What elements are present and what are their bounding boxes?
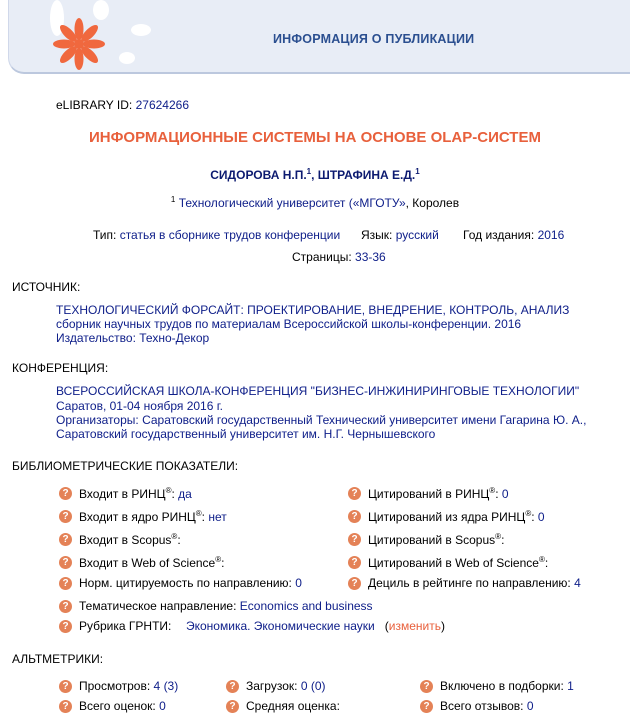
- conference-organizer-link[interactable]: Саратовский государственный Технический университет имени Гагарина Ю. А.,: [142, 413, 587, 427]
- help-icon[interactable]: ?: [348, 510, 361, 523]
- metric-value: 0: [537, 510, 545, 524]
- alt-reviews: [440, 699, 534, 713]
- page-header: [8, 0, 630, 74]
- flower-logo-icon: [39, 0, 159, 72]
- metric-label: Всего отзывов:: [440, 699, 524, 713]
- metric-label: Дециль в рейтинге по направлению:: [368, 576, 571, 590]
- conference-heading: КОНФЕРЕНЦИЯ:: [12, 361, 109, 375]
- help-icon[interactable]: ?: [59, 487, 72, 500]
- metric-value: 4: [153, 679, 161, 693]
- metric-label: Цитирований в РИНЦ: [368, 487, 490, 501]
- meta-year: [463, 228, 564, 242]
- biblio-theme: [79, 599, 373, 613]
- alt-avg-rating: [246, 699, 340, 713]
- help-icon[interactable]: ?: [348, 533, 361, 546]
- elibrary-id-value: 27624266: [135, 98, 189, 112]
- affiliation-row: [0, 195, 630, 210]
- metric-label: Входит в Web of Science: [79, 556, 216, 570]
- biblio-grnti-value-row: [186, 619, 445, 633]
- source-publisher-row: [56, 331, 209, 345]
- metric-label: Тематическое направление:: [79, 599, 237, 613]
- meta-lang: [361, 228, 439, 242]
- biblio-wos-in: Входит в Web of Science®:: [79, 555, 225, 570]
- registered-mark: ®: [538, 555, 545, 564]
- metric-label: Включено в подборки:: [440, 679, 564, 693]
- biblio-norm-citation: [79, 576, 302, 590]
- biblio-grnti: [79, 619, 171, 633]
- affiliation-sup: 1: [170, 195, 176, 204]
- metric-label: Цитирований в Scopus: [368, 533, 496, 547]
- elibrary-id-label: eLIBRARY ID:: [56, 98, 133, 112]
- source-title-link[interactable]: ТЕХНОЛОГИЧЕСКИЙ ФОРСАЙТ: ПРОЕКТИРОВАНИЕ, ВНЕДРЕНИЕ, КОНТРОЛЬ, АНАЛИЗ: [56, 303, 570, 317]
- registered-mark: ®: [495, 532, 502, 541]
- metric-label: Загрузок:: [246, 679, 298, 693]
- conference-organizers-label: Организаторы:: [56, 413, 139, 427]
- help-icon[interactable]: ?: [59, 510, 72, 523]
- meta-lang-label: Язык:: [361, 228, 393, 242]
- theme-link[interactable]: Economics and business: [239, 599, 373, 613]
- author-link[interactable]: СИДОРОВА Н.П.: [210, 168, 307, 182]
- biblio-scopus-in: Входит в Scopus®:: [79, 532, 181, 547]
- conference-organizer-link[interactable]: Саратовский государственный университет им. Н.Г. Чернышевского: [56, 427, 436, 441]
- meta-pages: [292, 250, 386, 264]
- metric-value: 0: [159, 699, 166, 713]
- metric-label: Норм. цитируемость по направлению:: [79, 576, 292, 590]
- metric-value: 0: [501, 487, 509, 501]
- registered-mark: ®: [171, 532, 178, 541]
- authors-separator: ,: [311, 168, 315, 182]
- metric-value: 0: [295, 576, 302, 590]
- meta-pages-label: Страницы:: [292, 250, 352, 264]
- metric-label: Рубрика ГРНТИ:: [79, 619, 172, 633]
- altmetrics-heading: АЛЬТМЕТРИКИ:: [12, 652, 104, 666]
- source-description: сборник научных трудов по материалам Всероссийской школы-конференции. 2016: [56, 317, 522, 331]
- help-icon[interactable]: ?: [348, 556, 361, 569]
- elibrary-id-row: [56, 98, 189, 112]
- alt-downloads: [246, 679, 326, 693]
- metric-value-extra: (0): [310, 679, 326, 693]
- help-icon[interactable]: ?: [59, 577, 72, 590]
- metric-value: 0: [300, 679, 308, 693]
- metric-value: да: [178, 487, 192, 501]
- publication-title: ИНФОРМАЦИОННЫЕ СИСТЕМЫ НА ОСНОВЕ OLAP-СИСТЕМ: [89, 129, 541, 146]
- meta-year-value: 2016: [537, 228, 565, 242]
- registered-mark: ®: [195, 509, 202, 518]
- source-heading: ИСТОЧНИК:: [12, 280, 81, 294]
- meta-year-label: Год издания:: [463, 228, 535, 242]
- metric-label: Цитирований из ядра РИНЦ: [368, 510, 526, 524]
- meta-pages-value: 33-36: [355, 250, 386, 264]
- affiliation-link[interactable]: Технологический университет («МГОТУ»: [178, 196, 406, 210]
- conference-organizers-row: [56, 413, 586, 427]
- metric-value: 1: [567, 679, 574, 693]
- conference-title-link[interactable]: ВСЕРОССИЙСКАЯ ШКОЛА-КОНФЕРЕНЦИЯ "БИЗНЕС-ИНЖИНИРИНГОВЫЕ ТЕХНОЛОГИИ": [56, 384, 580, 398]
- help-icon[interactable]: ?: [348, 577, 361, 590]
- metric-value: 0: [526, 699, 534, 713]
- help-icon[interactable]: ?: [59, 533, 72, 546]
- help-icon[interactable]: ?: [59, 620, 72, 633]
- affiliation-city: , Королев: [405, 196, 460, 210]
- alt-ratings: [79, 699, 166, 713]
- metric-label: Цитирований в Web of Science: [368, 556, 539, 570]
- help-icon[interactable]: ?: [59, 700, 72, 713]
- metric-label: Средняя оценка:: [246, 699, 340, 713]
- metric-value: 4: [574, 576, 581, 590]
- registered-mark: ®: [165, 486, 172, 495]
- metric-value-extra: (3): [163, 679, 179, 693]
- source-publisher-link[interactable]: Техно-Декор: [139, 331, 210, 345]
- help-icon[interactable]: ?: [348, 487, 361, 500]
- author-affiliation-sup: 1: [415, 167, 420, 176]
- biblio-rinc-core: Входит в ядро РИНЦ®: нет: [79, 509, 227, 524]
- biblio-heading: БИБЛИОМЕТРИЧЕСКИЕ ПОКАЗАТЕЛИ:: [12, 459, 239, 473]
- biblio-cit-core: Цитирований из ядра РИНЦ®: 0: [368, 509, 545, 524]
- alt-views: [79, 679, 178, 693]
- biblio-cit-scopus: Цитирований в Scopus®:: [368, 532, 505, 547]
- metric-label: Входит в Scopus: [79, 533, 172, 547]
- source-publisher-label: Издательство:: [56, 331, 136, 345]
- help-icon[interactable]: ?: [59, 680, 72, 693]
- metric-label: Входит в ядро РИНЦ: [79, 510, 196, 524]
- meta-type: [93, 228, 340, 242]
- meta-type-value: статья в сборнике трудов конференции: [119, 228, 341, 242]
- biblio-cit-rinc: Цитирований в РИНЦ®: 0: [368, 486, 509, 501]
- help-icon[interactable]: ?: [226, 680, 239, 693]
- help-icon[interactable]: ?: [59, 556, 72, 569]
- help-icon[interactable]: ?: [226, 700, 239, 713]
- author-affiliation-sup: 1: [306, 167, 312, 176]
- metric-label: Входит в РИНЦ: [79, 487, 166, 501]
- metric-label: Просмотров:: [79, 679, 151, 693]
- grnti-link[interactable]: Экономика. Экономические науки: [186, 619, 375, 633]
- metric-label: Всего оценок:: [79, 699, 156, 713]
- header-title: ИНФОРМАЦИЯ О ПУБЛИКАЦИИ: [273, 32, 475, 46]
- change-grnti-link[interactable]: изменить: [388, 619, 441, 633]
- help-icon[interactable]: ?: [59, 600, 72, 613]
- help-icon[interactable]: ?: [420, 700, 433, 713]
- paren-open: (: [384, 619, 389, 633]
- meta-type-label: Тип:: [93, 228, 117, 242]
- author-link[interactable]: ШТРАФИНА Е.Д.: [317, 168, 416, 182]
- conference-place-date: Саратов, 01-04 ноября 2016 г.: [56, 399, 223, 413]
- metric-value: нет: [208, 510, 227, 524]
- biblio-decile: [368, 576, 581, 590]
- help-icon[interactable]: ?: [420, 680, 433, 693]
- registered-mark: ®: [215, 555, 222, 564]
- authors-row: [0, 167, 630, 182]
- registered-mark: ®: [525, 509, 532, 518]
- alt-collections: [440, 679, 574, 693]
- biblio-rinc-in: Входит в РИНЦ®: да: [79, 486, 192, 501]
- biblio-cit-wos: Цитирований в Web of Science®:: [368, 555, 549, 570]
- meta-lang-value: русский: [395, 228, 439, 242]
- registered-mark: ®: [489, 486, 496, 495]
- paren-close: ): [440, 619, 445, 633]
